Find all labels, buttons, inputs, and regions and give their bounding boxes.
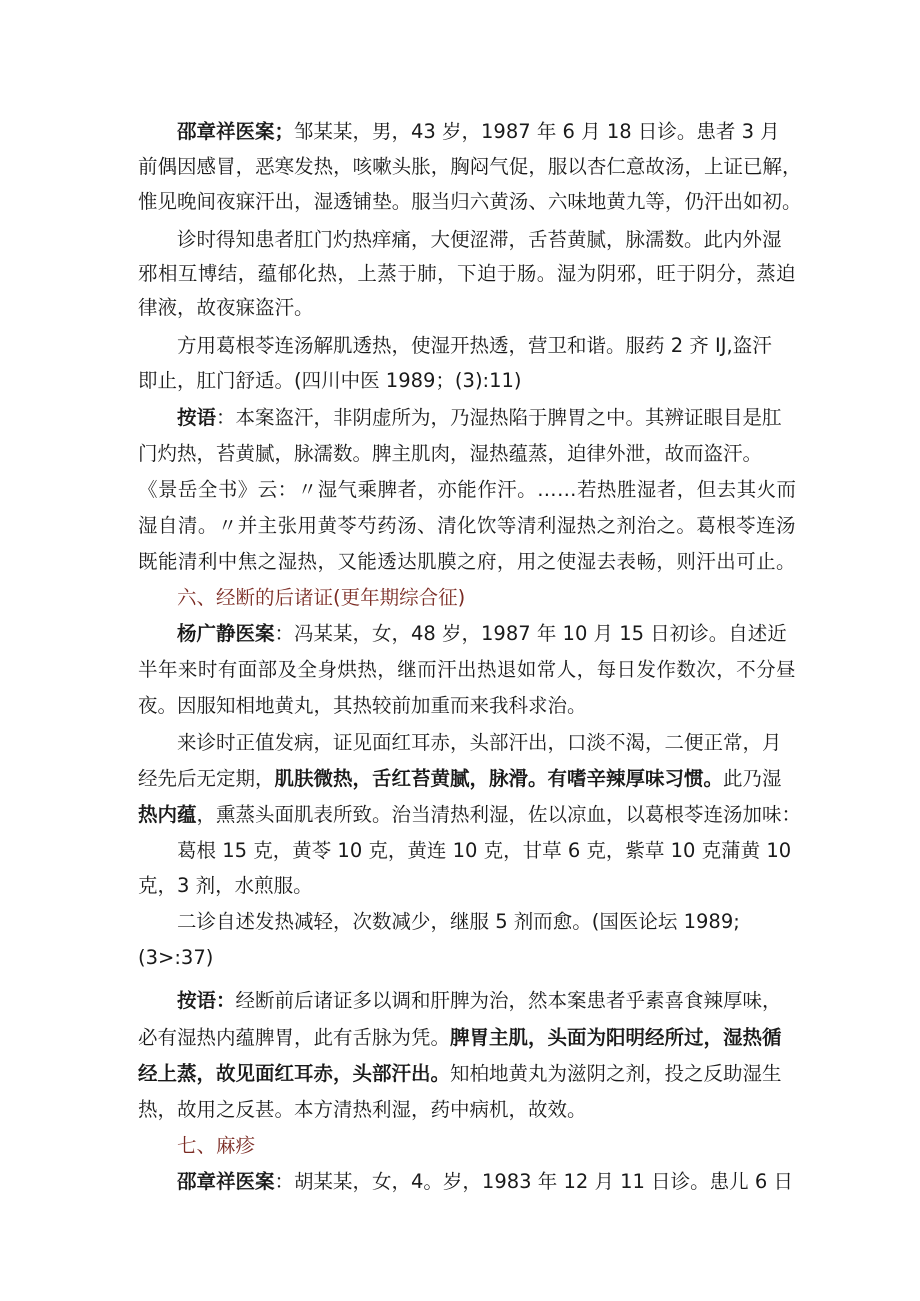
prescription-line-2: 克，3 剂，水煎服。 [138, 874, 313, 897]
paragraph-5-line-1: 杨广静医案：冯某某，女，48 岁，1987 年 10 月 15 日初诊。自述近 [177, 622, 787, 645]
paragraph-1-line-2: 前 偶 因 感 冒 ， 恶 寒 发 热 ， 咳 嗽 头 胀 ， 胸 闷 气 促 ， 服 以 杏 仁 意 故 汤 ， 上 证 已 解 ， [138, 155, 802, 178]
paragraph-2-line-2: 邪 相 互 博 结 ， 蕴 郁 化 热 ， 上 蒸 于 肺 ， 下 迫 于 肠 。 湿 为 阴 邪 ， 旺 于 阴 分 ， 蒸 迫 [138, 262, 796, 285]
paragraph-9-line-3: 经上蒸，故见面红耳赤，头部汗出。知柏地黄丸为滋阴之剂，投之反助湿生 [138, 1062, 782, 1085]
paragraph-9-line-2: 必有湿热内蕴脾胃，此有舌脉为凭。脾胃主肌，头面为阳明经所过，湿热循 [138, 1026, 782, 1049]
paragraph-4-line-5: 既 能 清 利 中 焦 之 湿 热 ， 又 能 透 达 肌 膜 之 府 ， 用 之 使 湿 去 表 畅 ， 则 汗 出 可 止 。 [138, 550, 796, 573]
paragraph-9-line-4: 热，故用之反甚。本方清热利湿，药中病机，故效。 [138, 1098, 587, 1121]
paragraph-6-line-2: 经先后无定期，肌肤微热，舌红苔黄腻，脉滑。有嗜辛辣厚味习惯。此乃湿 [138, 767, 782, 790]
paragraph-4-line-1: 按语：本案盗汗，非阴虚所为，乃湿热陷于脾胃之中。其辨证眼目是肛 [177, 406, 782, 429]
prescription-line-1: 葛根 15 克，黄苓 10 克，黄连 10 克，甘草 6 克，紫草 10 克蒲黄 10 [177, 839, 792, 862]
commentary-label: 按语 [177, 406, 217, 429]
paragraph-6-line-3: 热内蕴，熏蒸头面肌表所致。治当清热利湿，佐以凉血，以葛根苓连汤加味： [138, 803, 802, 826]
paragraph-6-line-1: 来诊时正值发病，证见面红耳赤，头部汗出，口淡不渴，二便正常，月 [177, 731, 782, 754]
paragraph-8-line-1: 二诊自述发热减轻，次数减少，继服 5 剂而愈。(国医论坛 1989; [177, 910, 740, 933]
paragraph-5-line-2: 半 年 来 时 有 面 部 及 全 身 烘 热 ， 继 而 汗 出 热 退 如 常 人 ， 每 日 发 作 数 次 ， 不 分 昼 [138, 658, 796, 681]
paragraph-1-line-1: 邵章祥医案；邹某某，男，43 岁，1987 年 6 月 18 日诊。患者 3 月 [177, 120, 780, 143]
commentary-label: 按语： [177, 989, 236, 1012]
paragraph-4-line-4: 湿 自 清 。 〃 并 主 张 用 黄 苓 芍 药 汤 、 清 化 饮 等 清 利 湿 热 之 剂 治 之 。 葛 根 苓 连 汤 [138, 514, 796, 537]
case-author-label: 邵章祥医案； [177, 120, 295, 143]
emphasis-text: 肌肤微热，舌红苔黄腻，脉滑。有嗜辛辣厚味习惯。 [274, 767, 724, 790]
paragraph-5-line-3: 夜。因服知相地黄丸，其热较前加重而来我科求治。 [138, 694, 587, 717]
emphasis-text: 经上蒸，故见面红耳赤，头部汗出。 [138, 1062, 451, 1085]
emphasis-text: 热内蕴 [138, 803, 197, 826]
emphasis-text: 脾胃主肌，头面为阳明经所过，湿热循 [450, 1026, 782, 1049]
paragraph-3-line-2: 即止，肛门舒适。(四川中医 1989；(3):11) [138, 369, 522, 392]
paragraph-3-line-1: 方用葛根苓连汤解肌透热，使湿开热透，营卫和谐。服药 2 齐 IJ,盗汗 [177, 334, 772, 357]
case-author-label: 杨广静医案 [177, 622, 275, 645]
paragraph-2-line-1: 诊时得知患者肛门灼热痒痛，大便涩滞，舌苔黄腻，脉濡数。此内外湿 [177, 228, 782, 251]
paragraph-9-line-1: 按语：经断前后诸证多以调和肝脾为治，然本案患者乎素喜食辣厚味， [177, 989, 782, 1012]
paragraph-2-line-3: 律液，故夜寐盗汗。 [138, 296, 314, 319]
paragraph-10-line-1: 邵章祥医案：胡某某，女，4。岁，1983 年 12 月 11 日诊。患儿 6 日 [177, 1170, 793, 1193]
paragraph-4-line-3: 《 景 岳 全 书 》 云 ： 〃 湿 气 乘 脾 者 ， 亦 能 作 汗 。 … … 若 热 胜 湿 者 ， 但 去 其 火 而 [138, 478, 796, 501]
section-heading-7: 七、麻疹 [177, 1134, 256, 1157]
paragraph-8-line-2: (3>:37) [138, 946, 214, 969]
case-author-label: 邵章祥医案 [177, 1170, 275, 1193]
paragraph-4-line-2: 门灼热，苔黄腻，脉濡数。脾主肌肉，湿热蕴蒸，迫律外泄，故而盗汗。 [138, 442, 763, 465]
paragraph-1-line-3: 惟 见 晚 间 夜 寐 汗 出 ， 湿 透 铺 垫 。 服 当 归 六 黄 汤 、 六 味 地 黄 九 等 ， 仍 汗 出 如 初 。 [138, 190, 802, 213]
section-heading-6: 六、经断的后诸证(更年期综合征) [177, 586, 466, 609]
